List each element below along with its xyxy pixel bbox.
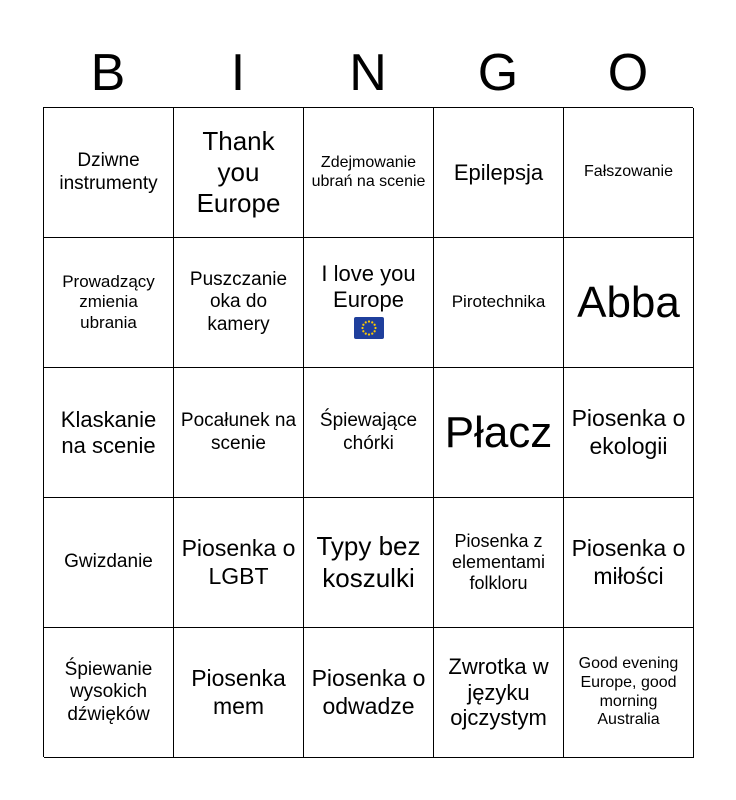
bingo-cell[interactable] bbox=[174, 238, 304, 368]
cell-label: Pirotechnika bbox=[451, 292, 546, 312]
cell-label: Piosenka o odwadze bbox=[311, 665, 426, 719]
cell-label: Typy bez koszulki bbox=[316, 531, 421, 593]
bingo-cell[interactable] bbox=[174, 498, 304, 628]
bingo-header bbox=[43, 40, 693, 106]
bingo-board bbox=[43, 107, 693, 757]
cell-label: Piosenka o LGBT bbox=[181, 535, 296, 589]
cell-label: Gwizdanie bbox=[64, 551, 153, 573]
bingo-cell[interactable] bbox=[564, 628, 694, 758]
bingo-cell[interactable] bbox=[44, 498, 174, 628]
cell-label: Abba bbox=[577, 277, 680, 327]
bingo-cell[interactable] bbox=[434, 108, 564, 238]
cell-label: Klaskanie na scenie bbox=[60, 406, 157, 458]
cell-label: Piosenka o miłości bbox=[571, 535, 686, 589]
cell-label: Fałszowanie bbox=[584, 163, 673, 181]
cell-label: Śpiewanie wysokich dźwięków bbox=[64, 658, 153, 725]
cell-label: Śpiewające chórki bbox=[319, 410, 418, 454]
bingo-cell[interactable] bbox=[304, 108, 434, 238]
bingo-cell[interactable] bbox=[174, 628, 304, 758]
bingo-cell[interactable] bbox=[304, 628, 434, 758]
cell-label: Pocałunek na scenie bbox=[180, 410, 297, 454]
bingo-cell[interactable] bbox=[44, 628, 174, 758]
bingo-cell[interactable] bbox=[304, 368, 434, 498]
bingo-cell[interactable] bbox=[174, 368, 304, 498]
bingo-cell[interactable] bbox=[174, 108, 304, 238]
bingo-cell[interactable] bbox=[564, 498, 694, 628]
cell-label: Piosenka mem bbox=[191, 665, 286, 719]
bingo-cell[interactable] bbox=[434, 498, 564, 628]
cell-label: Zwrotka w języku ojczystym bbox=[448, 653, 549, 731]
header-letter-i: I bbox=[230, 44, 246, 102]
cell-label: Zdejmowanie ubrań na scenie bbox=[311, 153, 426, 190]
cell-label: Piosenka z elementami folkloru bbox=[451, 530, 546, 594]
bingo-cell[interactable] bbox=[434, 628, 564, 758]
cell-label: Płacz bbox=[444, 407, 553, 457]
bingo-cell[interactable] bbox=[564, 238, 694, 368]
cell-label: Epilepsja bbox=[453, 159, 544, 185]
bingo-cell[interactable] bbox=[44, 238, 174, 368]
bingo-cell[interactable] bbox=[564, 368, 694, 498]
header-letter-g: G bbox=[477, 44, 519, 102]
cell-label: Dziwne instrumenty bbox=[59, 150, 158, 194]
eu-flag-icon bbox=[354, 317, 384, 339]
bingo-cell[interactable] bbox=[304, 498, 434, 628]
header-letter-o: O bbox=[607, 44, 649, 102]
cell-label: Piosenka o ekologii bbox=[571, 405, 686, 459]
bingo-cell[interactable] bbox=[434, 368, 564, 498]
cell-label: Good evening Europe, good morning Australia bbox=[578, 654, 679, 729]
bingo-cell[interactable] bbox=[44, 368, 174, 498]
cell-label: Puszczanie oka do kamery bbox=[189, 268, 288, 335]
header-letter-n: N bbox=[349, 44, 387, 102]
cell-label: Prowadzący zmienia ubrania bbox=[62, 272, 155, 332]
header-letter-b: B bbox=[90, 44, 126, 102]
bingo-cell[interactable] bbox=[434, 238, 564, 368]
bingo-cell[interactable] bbox=[44, 108, 174, 238]
bingo-cell[interactable] bbox=[564, 108, 694, 238]
bingo-cell[interactable] bbox=[304, 238, 434, 368]
cell-label: Thank you Europe bbox=[196, 125, 281, 219]
cell-label: I love you Europe bbox=[321, 261, 416, 312]
